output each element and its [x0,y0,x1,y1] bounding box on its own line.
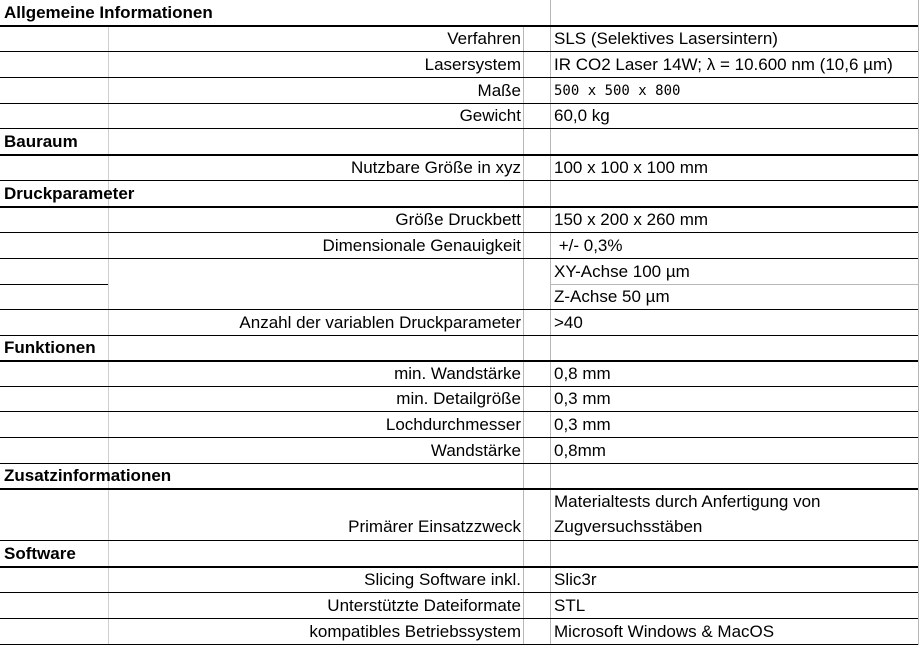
row-label: kompatibles Betriebssystem [309,621,521,641]
row-value: 60,0 kg [554,106,610,125]
row-value: Zugversuchsstäben [554,517,703,536]
row-label [108,259,523,284]
section-header-row [0,464,918,488]
row-label: Dimensionale Genauigkeit [322,235,521,255]
row-value: Materialtests durch Anfertigung von [554,491,821,511]
section-title: Zusatzinformationen [4,466,172,485]
row-value: 150 x 200 x 260 mm [554,209,709,229]
row-label: Größe Druckbett [395,209,521,229]
section-title: Funktionen [4,338,96,357]
table-row [0,52,918,77]
section-header-row [0,541,918,566]
table-row [0,26,918,51]
row-value: 500 x 500 x 800 [554,82,681,99]
row-value: >40 [554,312,583,332]
row-value: STL [554,595,586,615]
table-row [0,387,918,411]
section-header-row [0,336,918,360]
row-label: Gewicht [459,106,521,125]
row-label: Unterstützte Dateiformate [327,595,521,615]
row-label: min. Wandstärke [394,363,521,383]
row-label: Wandstärke [430,440,521,460]
row-value: 0,3 mm [554,414,611,434]
table-row [0,619,918,644]
section-title: Druckparameter [4,183,135,203]
table-row [0,438,918,463]
section-header-row [0,129,918,154]
row-value: 0,3 mm [554,389,611,408]
table-row [0,285,918,309]
grid-col-line [918,0,919,645]
table-row [0,567,918,592]
row-value: XY-Achse 100 µm [554,261,690,281]
table-row [0,310,918,335]
row-label: Primärer Einsatzzweck [348,517,521,536]
row-label: Lochdurchmesser [385,414,521,434]
row-label [108,489,523,514]
row-label [108,285,523,309]
section-header-row [0,0,918,25]
row-value: +/- 0,3% [554,235,623,255]
row-value: SLS (Selektives Lasersintern) [554,28,778,48]
table-row [0,361,918,386]
row-value: Microsoft Windows & MacOS [554,621,775,641]
table-row [0,78,918,103]
row-value: Slic3r [554,569,597,589]
table-row [0,259,918,284]
table-row [0,514,918,540]
table-row [0,233,918,258]
row-value: IR CO2 Laser 14W; λ = 10.600 nm (10,6 µm) [554,54,893,74]
table-row [0,104,918,128]
section-title: Bauraum [4,131,78,151]
row-label: Lasersystem [424,54,521,74]
section-title: Allgemeine Informationen [4,2,213,22]
row-divider [0,644,918,645]
row-label: Nutzbare Größe in xyz [350,157,521,177]
table-row [0,489,918,514]
row-label: Anzahl der variablen Druckparameter [239,312,521,332]
table-row [0,155,918,180]
section-header-row [0,181,918,206]
row-label: min. Detailgröße [396,389,521,408]
row-label: Slicing Software inkl. [364,569,521,589]
table-row [0,207,918,232]
table-row [0,412,918,437]
row-value: 0,8mm [554,440,606,460]
row-value: Z-Achse 50 µm [554,287,670,306]
row-value: 100 x 100 x 100 mm [554,157,709,177]
row-label: Verfahren [447,28,521,48]
row-label: Maße [477,80,521,100]
section-title: Software [4,543,76,563]
row-value: 0,8 mm [554,363,611,383]
table-row [0,593,918,618]
